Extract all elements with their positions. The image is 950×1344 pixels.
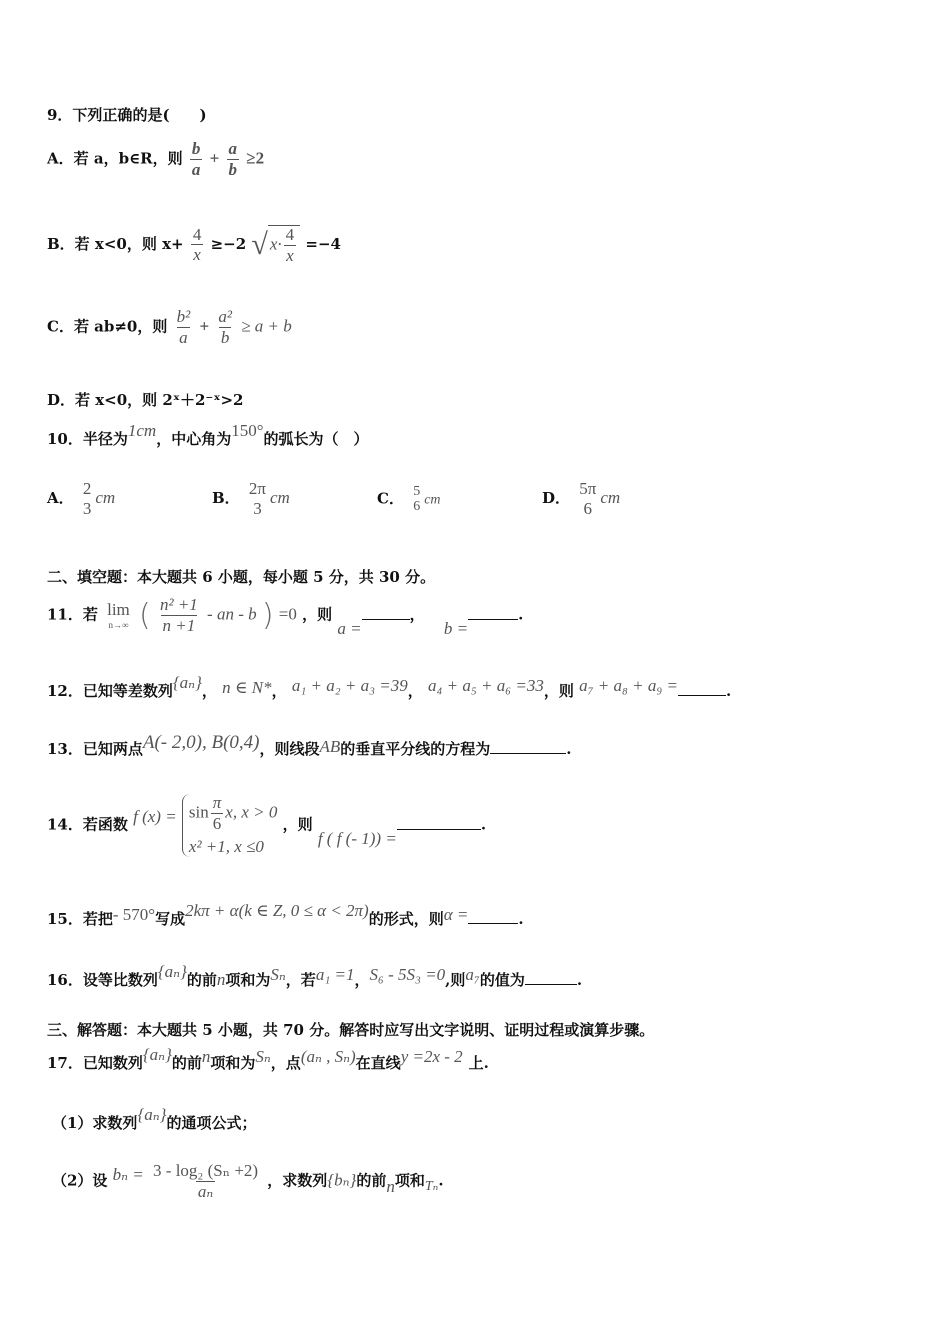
q9-a-right-num: a — [228, 139, 238, 158]
q11-end: . — [518, 605, 524, 624]
q10-b-num: 2π — [248, 479, 267, 498]
q9-b-den: x — [193, 245, 201, 265]
q9-b-tail: =−4 — [305, 235, 341, 254]
q17-p2-label: （2）设 — [52, 1171, 108, 1190]
q14-piecewise — [182, 794, 277, 857]
q10-stem-a: 10．半径为 — [47, 430, 128, 448]
q13-prefix: 13．已知两点 — [47, 740, 143, 758]
q14-case1-post: x, x > 0 — [225, 802, 278, 822]
q10-d-unit: cm — [600, 488, 621, 508]
q16-c3: S₆ - 5S₃ =0 — [369, 965, 446, 984]
q10-c-frac — [411, 484, 422, 515]
q16-a7: a₇ — [465, 965, 480, 984]
q17-part2 — [52, 1162, 444, 1201]
q10-b-frac — [247, 480, 268, 518]
q13-tail: 的垂直平分线的方程为 — [340, 740, 491, 758]
q17-prefix: 17．已知数列 — [47, 1054, 143, 1072]
q17-sn: Sₙ — [255, 1047, 271, 1066]
q11 — [47, 595, 524, 638]
q14-end: . — [480, 815, 487, 834]
q10-b-unit: cm — [270, 488, 290, 508]
q10-b-den: 3 — [253, 498, 262, 518]
q14-case1-pre: sin — [188, 802, 209, 822]
left-paren-icon: ( — [139, 598, 151, 634]
q17-line: y =2x - 2 — [400, 1047, 463, 1066]
q11-prefix: 11．若 — [47, 605, 98, 624]
q17-part1 — [52, 1105, 257, 1133]
q11-eq: =0 — [278, 604, 297, 624]
q9-b-root-den: x — [286, 245, 294, 265]
q16-n: n — [216, 970, 226, 989]
q9-c-frac-left — [175, 308, 193, 347]
q16-mid4: ,则 — [445, 971, 466, 989]
q14-ask: f ( f (- 1)) = — [317, 828, 397, 848]
q14-blank[interactable] — [397, 829, 481, 830]
q10-radius: 1cm — [127, 421, 157, 440]
q11-den: n +1 — [162, 615, 196, 635]
q10-a-den: 3 — [82, 498, 92, 518]
q17-p2-den: aₙ — [197, 1181, 214, 1201]
q10-b-label: B． — [212, 489, 240, 508]
q9-c-right-den: b — [220, 327, 230, 347]
q17-p2-frac — [151, 1162, 260, 1201]
q16-blank[interactable] — [525, 984, 577, 985]
q17-p2-b: bₙ = — [112, 1164, 144, 1184]
q9-stem: 9．下列正确的是( ) — [47, 106, 207, 124]
q17-p2-n: n — [386, 1176, 395, 1196]
q17-p1-seq: {aₙ} — [137, 1105, 167, 1124]
q9-b-root-num: 4 — [285, 225, 295, 244]
q9-b-root-pre: x· — [269, 234, 282, 254]
q9-a-frac-left — [190, 140, 203, 179]
q14-prefix: 14．若函数 — [47, 815, 128, 834]
q16-c2: ， — [354, 971, 370, 989]
q17-point: (aₙ , Sₙ) — [300, 1047, 356, 1066]
q9-a-plus: + — [209, 148, 220, 168]
q16-c1: a₁ =1 — [315, 965, 355, 984]
q15-form: 2kπ + α(k ∈ Z, 0 ≤ α < 2π) — [185, 901, 369, 920]
q10-a-unit: cm — [95, 488, 116, 508]
q17-p2-seq: {bₙ} — [327, 1170, 357, 1190]
q16-mid3: ，若 — [285, 971, 316, 989]
q10-a-num: 2 — [82, 479, 92, 498]
q10-stem-c: 的弧长为（ ） — [263, 430, 369, 448]
q16-mid2: 项和为 — [225, 971, 271, 989]
q12-blank[interactable] — [678, 695, 726, 696]
q11-rest: - an - b — [207, 604, 257, 624]
q10-a-frac — [81, 480, 94, 518]
q10-option-a — [47, 480, 115, 518]
q10-d-den: 6 — [583, 498, 593, 518]
q17-p2-mid: ，求数列 — [267, 1171, 328, 1190]
q9-b-label: B．若 x<0，则 x+ — [47, 235, 184, 254]
q11-a-var: a = — [337, 618, 362, 638]
q9-c-frac-right — [216, 308, 234, 347]
q9-c-left-num: b² — [176, 307, 191, 326]
q10-option-b — [212, 480, 290, 518]
q17-p2-mid2: 的前 — [356, 1171, 387, 1190]
q12-cond0: n ∈ N* — [222, 678, 272, 697]
q10-angle: 150° — [231, 421, 264, 440]
q11-b-blank[interactable] — [468, 619, 518, 620]
section3-heading: 三、解答题：本大题共 5 小题，共 70 分。解答时应写出文字说明、证明过程或演算步骤。 — [47, 1021, 655, 1039]
q11-comma: ， — [409, 605, 425, 624]
q9-c-label: C．若 ab≠0，则 — [47, 317, 168, 336]
q9-option-b — [47, 225, 341, 265]
q9-b-num: 4 — [192, 224, 202, 244]
q9-a-tail: ≥2 — [246, 148, 265, 168]
q17-mid1: 的前 — [171, 1054, 202, 1072]
q12-cond2: a₄ + a₅ + a₆ =33 — [427, 676, 544, 695]
q9-option-c — [47, 308, 292, 347]
q9-b-root-frac — [284, 226, 297, 265]
q9-b-sqrt — [268, 225, 300, 265]
q10-c-unit: cm — [424, 492, 441, 508]
q16-seq: {aₙ} — [157, 962, 187, 981]
q14-case1 — [189, 794, 277, 833]
q9-option-a — [47, 140, 264, 179]
q9-a-frac-right — [227, 140, 240, 179]
q14-case1-frac — [211, 794, 224, 833]
q15-prefix: 15．若把 — [47, 910, 113, 928]
q12-cond1: a₁ + a₂ + a₃ =39 — [291, 676, 408, 695]
q17-p1-tail: 的通项公式； — [166, 1114, 257, 1132]
q10-c-num: 5 — [413, 484, 421, 499]
q13-mid: ，则线段 — [259, 740, 320, 758]
q11-num: n² +1 — [159, 595, 198, 614]
q17-mid3: ，点 — [270, 1054, 301, 1072]
q13-end: . — [566, 740, 572, 758]
q11-frac — [158, 596, 200, 635]
q9-c-left-den: a — [179, 327, 188, 347]
q13-blank[interactable] — [490, 753, 566, 754]
q9-b-frac — [191, 226, 204, 265]
q17-mid4: 在直线 — [355, 1054, 401, 1072]
q17-p2-t: Tₙ — [424, 1178, 439, 1194]
q12-then: ，则 — [543, 682, 574, 700]
q10-d-frac — [577, 480, 598, 518]
radical-sign-icon: √ — [251, 228, 268, 262]
q14-case2: x² +1, x ≤0 — [188, 837, 264, 857]
q11-b-var: b = — [443, 618, 469, 638]
q11-lim — [105, 601, 132, 630]
q14 — [47, 794, 486, 857]
q17-p2-mid3: 项和 — [394, 1171, 425, 1190]
q10-stem — [47, 421, 369, 449]
q11-lim-sub: n→∞ — [108, 619, 129, 630]
q9-a-label: A．若 a，b∈R，则 — [47, 149, 183, 168]
q9-a-right-den: b — [228, 159, 238, 179]
q16-mid1: 的前 — [186, 971, 217, 989]
q10-a-label: A． — [47, 489, 74, 508]
q13-points: A(- 2,0), B(0,4) — [142, 732, 260, 753]
q11-a-blank[interactable] — [362, 619, 410, 620]
q15-end: . — [518, 910, 524, 928]
q16-prefix: 16．设等比数列 — [47, 971, 158, 989]
q12 — [47, 673, 732, 701]
q17-n: n — [201, 1047, 211, 1066]
q13 — [47, 732, 572, 760]
q13-seg: AB — [319, 737, 341, 756]
q9-c-tail: ≥ a + b — [241, 316, 292, 336]
q15-mid: 写成 — [155, 910, 186, 928]
q14-case1-num: π — [212, 793, 222, 812]
q12-ask: a₇ + a₈ + a₉ = — [579, 676, 679, 695]
q12-prefix: 12．已知等差数列 — [47, 682, 173, 700]
q9-option-d: D．若 x<0，则 2ˣ＋2⁻ˣ>2 — [47, 391, 244, 409]
q15 — [47, 901, 524, 929]
q14-case1-den: 6 — [212, 813, 222, 833]
q10-option-d — [542, 480, 620, 518]
right-paren-icon: ) — [261, 598, 274, 634]
q10-c-label: C． — [377, 489, 404, 508]
q16-sn: Sₙ — [270, 965, 286, 984]
q12-c2: ， — [271, 682, 287, 700]
q16-tail: 的值为 — [479, 971, 525, 989]
section2-heading: 二、填空题：本大题共 6 小题，每小题 5 分，共 30 分。 — [47, 568, 436, 586]
q15-tail: 的形式，则 — [368, 910, 444, 928]
q10-option-c — [377, 484, 441, 515]
q12-c1: ， — [201, 682, 217, 700]
q17-mid2: 项和为 — [210, 1054, 256, 1072]
q15-angle: - 570° — [112, 905, 156, 924]
q17-stem — [47, 1045, 489, 1073]
q9-c-plus: + — [199, 316, 210, 336]
q11-lim-word: lim — [107, 600, 130, 620]
q17-end: 上. — [468, 1054, 489, 1072]
q17-p2-num: 3 - log₂ (Sₙ +2) — [153, 1161, 259, 1180]
q17-seq: {aₙ} — [142, 1045, 172, 1064]
q10-stem-b: ，中心角为 — [156, 430, 232, 448]
q17-p2-end: . — [438, 1171, 444, 1190]
q14-fx: f (x) = — [133, 806, 177, 826]
q9-a-left-num: b — [191, 139, 201, 158]
q10-d-num: 5π — [579, 479, 597, 498]
q17-p1-label: （1）求数列 — [52, 1114, 138, 1132]
q16-end: . — [576, 971, 583, 989]
q15-ask: α = — [443, 905, 469, 924]
q15-blank[interactable] — [468, 923, 518, 924]
q9-c-right-num: a² — [218, 307, 232, 326]
q11-then: ，则 — [302, 605, 333, 624]
q16 — [47, 962, 583, 990]
q10-c-den: 6 — [413, 499, 421, 515]
q12-c3: ， — [407, 682, 423, 700]
q14-then: ，则 — [282, 815, 313, 834]
q9-a-left-den: a — [191, 159, 201, 179]
q10-d-label: D． — [542, 489, 571, 508]
q9-b-mid: ≥−2 — [210, 235, 247, 254]
q12-seq: {aₙ} — [172, 673, 202, 692]
q12-end: . — [726, 682, 732, 700]
